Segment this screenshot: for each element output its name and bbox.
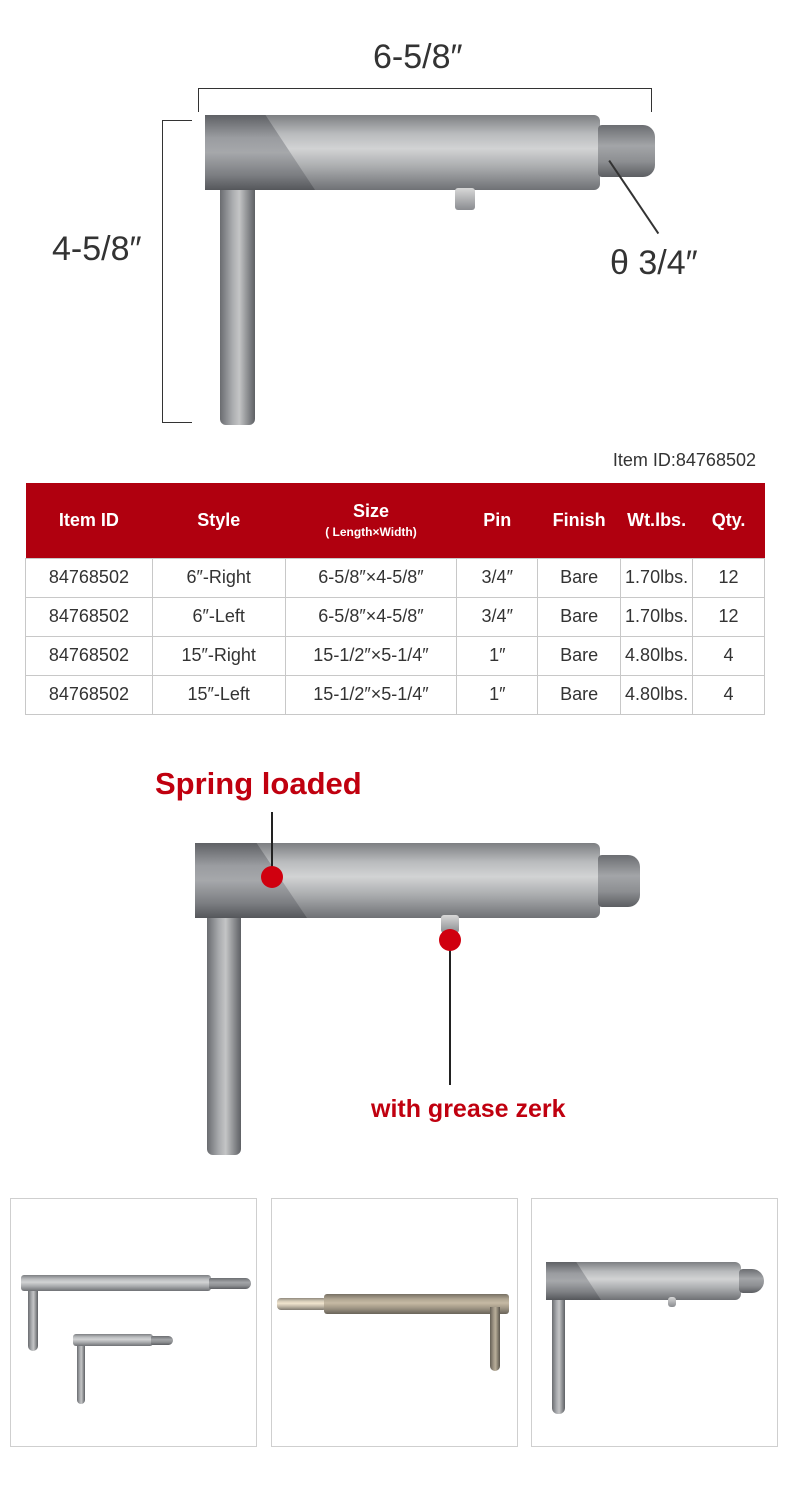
cell-weight: 1.70lbs. [621, 597, 693, 636]
cell-weight: 1.70lbs. [621, 558, 693, 597]
table-row [26, 597, 765, 636]
pin-leg [220, 180, 255, 425]
thumbnail-1[interactable] [10, 1198, 257, 1447]
cell-size: 15-1/2″×5-1/4″ [285, 675, 457, 714]
spring-leader [271, 812, 273, 872]
pin-tip [739, 1269, 764, 1293]
grease-zerk [668, 1297, 676, 1307]
pin-leg [207, 905, 241, 1155]
col-finish: Finish [538, 483, 621, 558]
length-bracket [198, 88, 652, 112]
pin-body [73, 1334, 153, 1346]
cell-item-id: 84768502 [26, 597, 153, 636]
col-size [285, 483, 457, 558]
cell-style: 6″-Right [152, 558, 285, 597]
cell-size: 6-5/8″×4-5/8″ [285, 558, 457, 597]
pin-tip [598, 855, 640, 907]
cell-weight: 4.80lbs. [621, 675, 693, 714]
spring-loaded-label: Spring loaded [155, 766, 362, 801]
cell-finish: Bare [538, 636, 621, 675]
zerk-marker-dot [439, 929, 461, 951]
cell-finish: Bare [538, 597, 621, 636]
cell-style: 6″-Left [152, 597, 285, 636]
pin-body [21, 1275, 211, 1291]
cell-qty: 12 [693, 558, 765, 597]
thumbnail-3[interactable] [531, 1198, 778, 1447]
table-row [26, 675, 765, 714]
spec-table [25, 483, 765, 715]
zerk-leader [449, 945, 451, 1085]
length-label: 6-5/8″ [373, 38, 463, 76]
pin-leg [77, 1339, 85, 1404]
cell-style: 15″-Left [152, 675, 285, 714]
col-item-id: Item ID [26, 483, 153, 558]
cell-pin: 3/4″ [457, 597, 538, 636]
cell-pin: 1″ [457, 675, 538, 714]
cell-size: 15-1/2″×5-1/4″ [285, 636, 457, 675]
col-size-label: Size [352, 501, 389, 522]
pin-leg [552, 1294, 565, 1414]
col-size-sub: ( Length×Width) [325, 525, 417, 540]
cell-pin: 3/4″ [457, 558, 538, 597]
cell-item-id: 84768502 [26, 636, 153, 675]
grease-zerk [455, 188, 475, 210]
pin-leg [490, 1307, 500, 1371]
grease-zerk-label: with grease zerk [371, 1095, 566, 1123]
pin-tip [151, 1336, 173, 1345]
col-style: Style [152, 483, 285, 558]
table-header [26, 483, 765, 558]
col-qty: Qty. [693, 483, 765, 558]
table-row [26, 558, 765, 597]
thumbnail-2[interactable] [271, 1198, 518, 1447]
cell-finish: Bare [538, 558, 621, 597]
height-label: 4-5/8″ [52, 230, 142, 268]
cell-qty: 4 [693, 636, 765, 675]
pin-body [324, 1294, 509, 1314]
cell-size: 6-5/8″×4-5/8″ [285, 597, 457, 636]
cell-pin: 1″ [457, 636, 538, 675]
cell-item-id: 84768502 [26, 558, 153, 597]
item-id-label: Item ID:84768502 [612, 450, 756, 470]
pin-tip [598, 125, 655, 177]
cell-style: 15″-Right [152, 636, 285, 675]
col-pin: Pin [457, 483, 538, 558]
table-row [26, 636, 765, 675]
cell-finish: Bare [538, 675, 621, 714]
cell-weight: 4.80lbs. [621, 636, 693, 675]
cell-qty: 4 [693, 675, 765, 714]
cell-qty: 12 [693, 597, 765, 636]
cell-item-id: 84768502 [26, 675, 153, 714]
pin-diameter-label: θ 3/4″ [610, 244, 698, 282]
col-weight: Wt.lbs. [621, 483, 693, 558]
pin-tip [277, 1298, 327, 1310]
pin-leg [28, 1281, 38, 1351]
pin-tip [209, 1278, 251, 1289]
spring-marker-dot [261, 866, 283, 888]
height-bracket [162, 120, 192, 423]
